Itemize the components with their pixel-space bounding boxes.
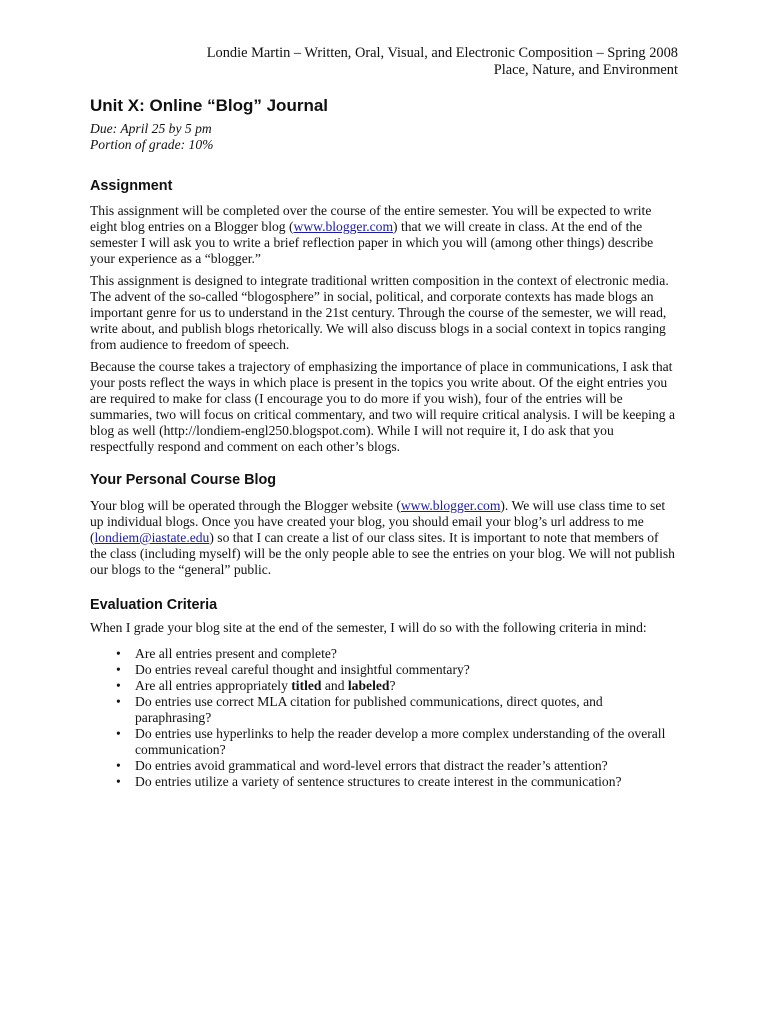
bold-term: titled [291, 678, 322, 693]
unit-title: Unit X: Online “Blog” Journal [90, 96, 328, 115]
blogger-link[interactable]: www.blogger.com [293, 219, 394, 234]
text-span: This assignment will be completed over the course of the entire semester. You will be expected to write eight blog entries on a Blogger blog ( [90, 203, 652, 234]
bullet-icon: • [116, 694, 121, 709]
list-item [90, 694, 678, 726]
assignment-section [90, 177, 678, 455]
list-item [90, 774, 678, 790]
bullet-icon: • [116, 678, 121, 693]
evaluation-intro: When I grade your blog site at the end of the semester, I will do so with the following criteria in mind: [90, 620, 647, 635]
course-blog-paragraph [90, 498, 678, 578]
list-item-text: and [321, 678, 348, 693]
due-date: Due: April 25 by 5 pm [90, 121, 212, 136]
list-item [90, 678, 678, 694]
blogger-website-link[interactable]: www.blogger.com [400, 498, 501, 513]
list-item [90, 646, 678, 662]
assignment-paragraph-2: This assignment is designed to integrate traditional written composition in the context of electronic media. The advent of the so-called “blogosphere” in social, political, and corporate contexts has made blogs an important genre for us to understand in the 21st century. Through the course of the semester, we will read, write about, and publish blogs rhetorically. We will also discuss blogs in a social context in topics ranging from audience to freedom of speech. [90, 273, 669, 352]
course-blog-heading: Your Personal Course Blog [90, 472, 277, 488]
evaluation-section [90, 596, 678, 790]
grade-portion: Portion of grade: 10% [90, 137, 214, 152]
list-item [90, 726, 678, 758]
text-span: ) that we will create in class. At the end of the semester I will ask you to write a brief reflection paper in which you will (among other things) describe your experience as a “blogger.” [90, 219, 654, 266]
list-item-text: Do entries reveal careful thought and insightful commentary? [135, 662, 470, 677]
list-item-text: Are all entries appropriately [135, 678, 292, 693]
list-item-text: Do entries utilize a variety of sentence structures to create interest in the communication? [135, 774, 622, 789]
list-item [90, 758, 678, 774]
list-item-text: Are all entries present and complete? [135, 646, 337, 661]
list-item-text: ? [389, 678, 396, 693]
assignment-paragraph-1 [90, 203, 678, 267]
text-span: ). We will use class time to set up individual blogs. Once you have created your blog, you should email your blog’s url address to me ( [90, 498, 666, 545]
course-blog-section [90, 471, 678, 578]
email-link[interactable]: londiem@iastate.edu [94, 530, 210, 545]
list-item-text: Do entries use hyperlinks to help the reader develop a more complex understanding of the overall communication? [135, 726, 666, 757]
bold-term: labeled [347, 678, 390, 693]
criteria-list [90, 646, 678, 790]
bullet-icon: • [116, 774, 121, 789]
text-span: ) so that I can create a list of our class sites. It is important to note that members of the class (including myself) will be the only people able to see the entries on your blog. We will not publish our blogs to the “general” public. [90, 530, 675, 577]
bullet-icon: • [116, 758, 121, 773]
assignment-heading: Assignment [90, 178, 173, 194]
list-item-text: Do entries use correct MLA citation for published communications, direct quotes, and paraphrasing? [135, 694, 603, 725]
document-body [90, 96, 678, 790]
header-course-line: Londie Martin – Written, Oral, Visual, and Electronic Composition – Spring 2008 [206, 45, 678, 61]
list-item-text: Do entries avoid grammatical and word-level errors that distract the reader’s attention? [135, 758, 608, 773]
header-theme-line: Place, Nature, and Environment [493, 62, 678, 78]
bullet-icon: • [116, 662, 121, 677]
assignment-paragraph-3: Because the course takes a trajectory of emphasizing the importance of place in communications, I ask that your posts reflect the ways in which place is present in the topics you write about. Of the eight entries you are required to make for class (I encourage you to do more if you wish), four of the entries will be summaries, two will focus on critical commentary, and two will require critical analysis. I will be keeping a blog as well (http://londiem-engl250.blogspot.com). While I will not require it, I do ask that you respectfully respond and comment on each other’s blogs. [90, 359, 675, 454]
text-span: Your blog will be operated through the Blogger website ( [90, 498, 401, 513]
bullet-icon: • [116, 726, 121, 741]
page-header [207, 45, 678, 79]
evaluation-heading: Evaluation Criteria [90, 597, 218, 613]
bullet-icon: • [116, 646, 121, 661]
list-item [90, 662, 678, 678]
